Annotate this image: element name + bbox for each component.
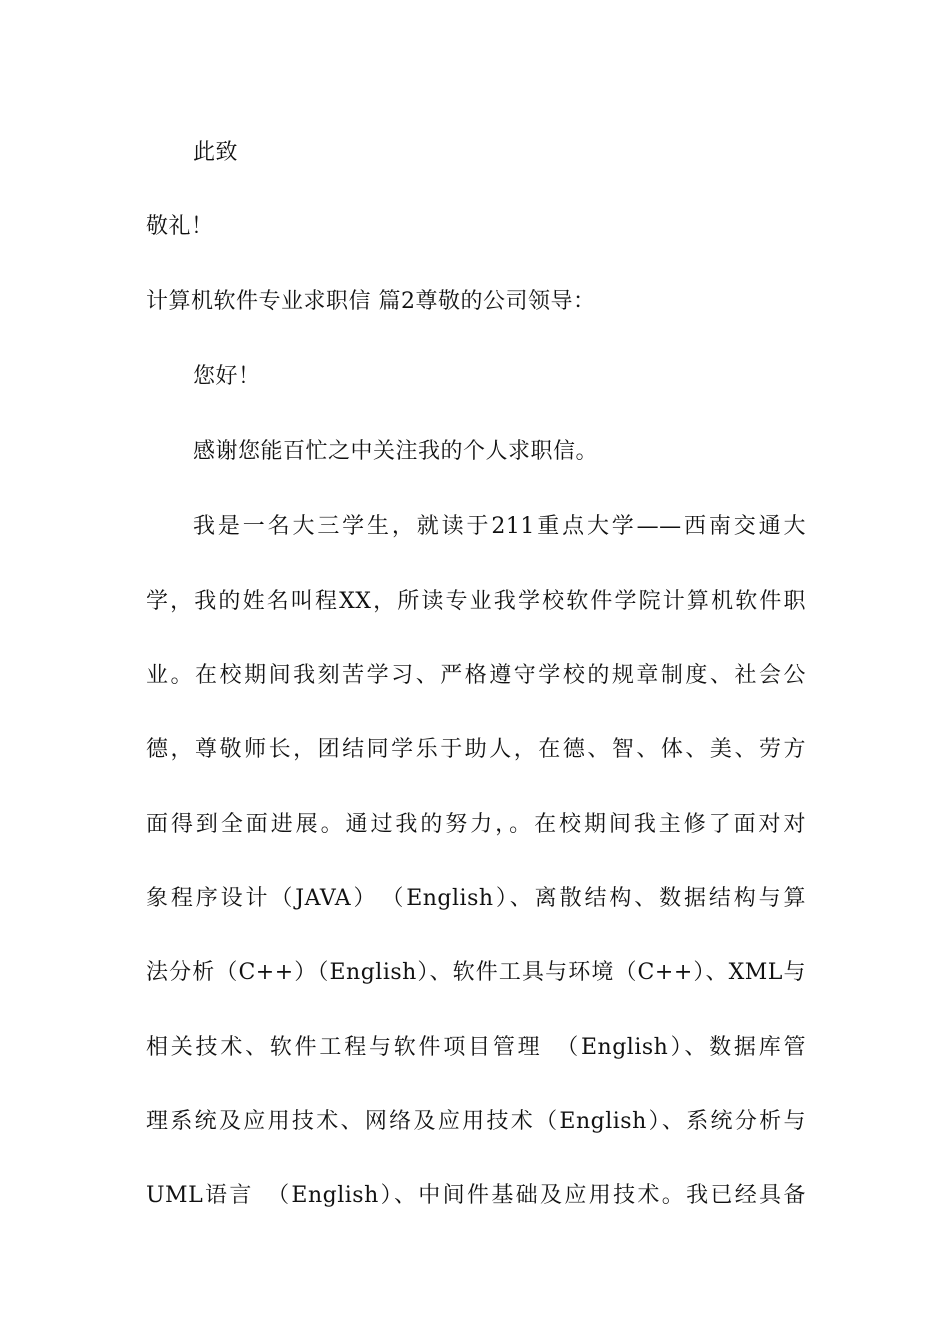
paragraph-line: 法分析（C++）（English）、软件工具与环境（C++）、XML与 [146, 960, 806, 985]
paragraph-line: 业。在校期间我刻苦学习、严格遵守学校的规章制度、社会公 [146, 663, 806, 688]
paragraph-line: 相关技术、软件工程与软件项目管理 （English）、数据库管 [146, 1035, 806, 1060]
greeting-line: 您好！ [193, 364, 261, 389]
paragraph-line: 感谢您能百忙之中关注我的个人求职信。 [193, 439, 599, 464]
paragraph-line: 德，尊敬师长，团结同学乐于助人，在德、智、体、美、劳方 [146, 737, 806, 762]
heading-line: 计算机软件专业求职信 篇2尊敬的公司领导： [146, 289, 596, 314]
salutation-line: 敬礼！ [146, 214, 214, 239]
paragraph-line: 我是一名大三学生，就读于211重点大学——西南交通大 [193, 514, 806, 539]
paragraph-line: 学，我的姓名叫程XX，所读专业我学校软件学院计算机软件职 [146, 589, 806, 614]
paragraph-line: 面得到全面进展。通过我的努力，。在校期间我主修了面对对 [146, 812, 806, 837]
paragraph-line: 理系统及应用技术、网络及应用技术（English）、系统分析与 [146, 1109, 806, 1134]
paragraph-line: 象程序设计（JAVA） （English）、离散结构、数据结构与算 [146, 886, 806, 911]
paragraph-line: UML语言 （English）、中间件基础及应用技术。我已经具备 [146, 1183, 806, 1208]
closing-line: 此致 [193, 140, 239, 165]
